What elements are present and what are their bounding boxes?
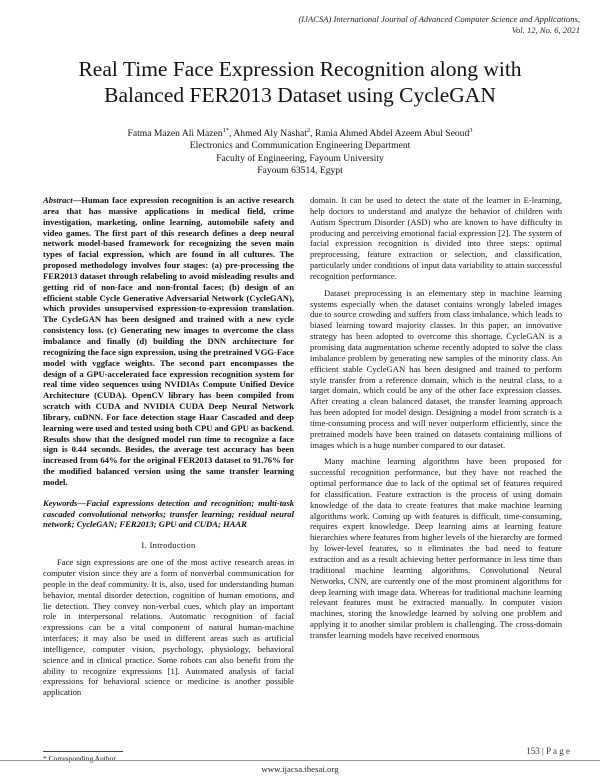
author-3: Rania Ahmed Abdel Azeem Abul Seoud [314,128,470,140]
footnote-corresponding: * Corresponding Author [43,754,116,763]
author-1: Fatma Mazen Ali Mazen [127,128,223,140]
right-column [310,195,562,647]
abstract [43,195,294,488]
right-paragraph-3: Many machine learning algorithms have been proposed for successful recognition performance, but they have not reached the optimal performance due to lack of the optimal set of features required for classification. Feature extraction is the process of using domain knowledge of the data to create features that make machine learning algorithms work. Coming up with features is difficult, time-consuming, requires expert knowledge. Deep learning aims at learning feature hierarchies where features from higher levels of the hierarchy are formed by lower-level features, so it eliminates the bad need to feature extraction and as a result achieving better performance in less time than traditional machine learning algorithms. Convolutional Neural Networks, CNN, are currently one of the most prominent algorithms for deep learning with image data. Whereas for traditional machine learning relevant features must be extracted manually. In computer vision machines, storing the knowledge learned by solving one problem and applying it to another similar problem is challenging. The cross-domain transfer learning models have received enormous [310,456,562,640]
keywords: Keywords—Facial expressions detection and recognition; multi-task cascaded convolutional networks; transfer learning; residual neural network; CycleGAN; FER2013; GPU and CUDA; HAAR [43,497,294,530]
affiliation-location: Fayoum 63514, Egypt [257,165,343,176]
author-2: Ahmed Aly Nashat [233,128,307,140]
right-paragraph-1: domain. It can be used to detect the state of the learner in E-learning, help doctors to understand and analyze the behavior of children with Autism Spectrum Disorder (ASD) who are known to have difficulty in producing and perceiving emotional facial expression [2]. The system of facial expression recognition is divided into three steps: optimal preprocessing, feature extraction or selection, and classification, particularly under conditions of input data variability to attain successful recognition performance. [310,195,562,281]
journal-volume: Vol. 12, No. 6, 2021 [511,24,580,35]
right-paragraph-2: Dataset preprocessing is an elementary step in machine learning systems especially when the dataset contains wrongly labeled images due to source crowding and suffers from class imbalance, which leads to biased learning toward majority classes. In this paper, an innovative strategy has been adopted to overcome this shortage. CycleGAN is a promising data augmentation scheme recently adopted to solve the class imbalance problem by generating new samples of the minority class. An efficient stable CycleGAN has been designed and trained to perform style transfer from a reference domain, which is the neutral class, to a target domain, which could be any of the other face expression classes. After creating a clean balanced dataset, the transfer learning approach has been adopted for model design. Designing a model from scratch is a time-consuming process and will never outperform efficiently, since the pretrained models have been trained on datasets containing millions of images which is a huge number compared to our dataset. [310,287,562,450]
author-list: Fatma Mazen Ali Mazen$^{1*}$, Ahmed Aly Nashat$^2$, Rania Ahmed Abdel Azeem Abul Seoud$^3$ [127,127,473,140]
left-column [43,195,294,698]
intro-paragraph-1: Face sign expressions are one of the most active research areas in computer vision since they are a form of nonverbal communication for people in the deaf community. It is, also, used for understanding human behavior, mental disorder detection, cognition of human emotions, and lie detection. They convey non-verbal cues, which play an important role in interpersonal relations. Automatic recognition of facial expressions can be a vital component of natural human-machine interfaces; it may also be used in different areas such as artificial intelligence, computer vision, psychology, physiology, behavioral science and in clinical practice. Some robots can also benefit from the ability to recognize expressions [1]. Automated analysis of facial expressions for behavioral science or medicine is another possible application [43,557,294,698]
title-line-1: Real Time Face Expression Recognition along with [78,57,522,81]
title-line-2: Balanced FER2013 Dataset using CycleGAN [104,83,496,107]
affiliation [30,140,570,178]
footer-url[interactable]: www.ijacsa.thesai.org [261,764,339,774]
author-2-marker: 2 [306,127,311,134]
page-number: 153 | P a g e [526,746,570,756]
paper-title [30,56,570,108]
abstract-lead: Abstract [43,195,73,205]
footnote-divider [43,751,123,752]
journal-name: (IJACSA) International Journal of Advanced Computer Science and Applications, [298,14,580,24]
abstract-text: —Human face expression recognition is an active research area that has massive applications in medical field, crime investigation, marketing, online learning, automobile safety and video games. The first part of this research defines a deep neural network model-based framework for recognizing the seven main types of facial expression, which are found in all cultures. The proposed methodology involves four stages: (a) pre-processing the FER2013 dataset through relabeling to avoid misleading results and getting rid of non-face and non-frontal faces; (b) design of an efficient stable Cycle Generative Adversarial Network (CycleGAN), which provides unsupervised expression-to-expression translation. The CycleGAN has been designed and trained with a new cycle consistency loss. (c) Generating new images to overcome the class imbalance and finally (d) building the DNN architecture for recognizing the face sign expression, using the pretrained VGG-Face model with vggface weights. The second part encompasses the design of a GPU-accelerated face expression recognition system for real time video sequences using NVIDIAs Compute Unified Device Architecture (CUDA). OpenCV library has been compiled from scratch with CUDA and NVIDIA CUDA Deep Neural Network library, cuDNN. For face detection stage Haar Cascaded and deep learning were used and tested using both CPU and GPU as backend. Results show that the designed model run time to recognize a face sign is 0.44 seconds. Besides, the average test accuracy has been increased from 64% for the original FER2013 dataset to 91.76% for the modified balanced version using the same transfer learning model. [43,195,294,487]
affiliation-dept: Electronics and Communication Engineering Department [189,140,411,151]
author-1-marker: 1* [222,127,230,134]
journal-header [60,14,580,35]
footer-divider [0,760,600,761]
section-heading-introduction: I. Introduction [141,540,196,551]
affiliation-faculty: Faculty of Engineering, Fayoum University [216,152,384,164]
author-3-marker: 3 [469,127,473,134]
